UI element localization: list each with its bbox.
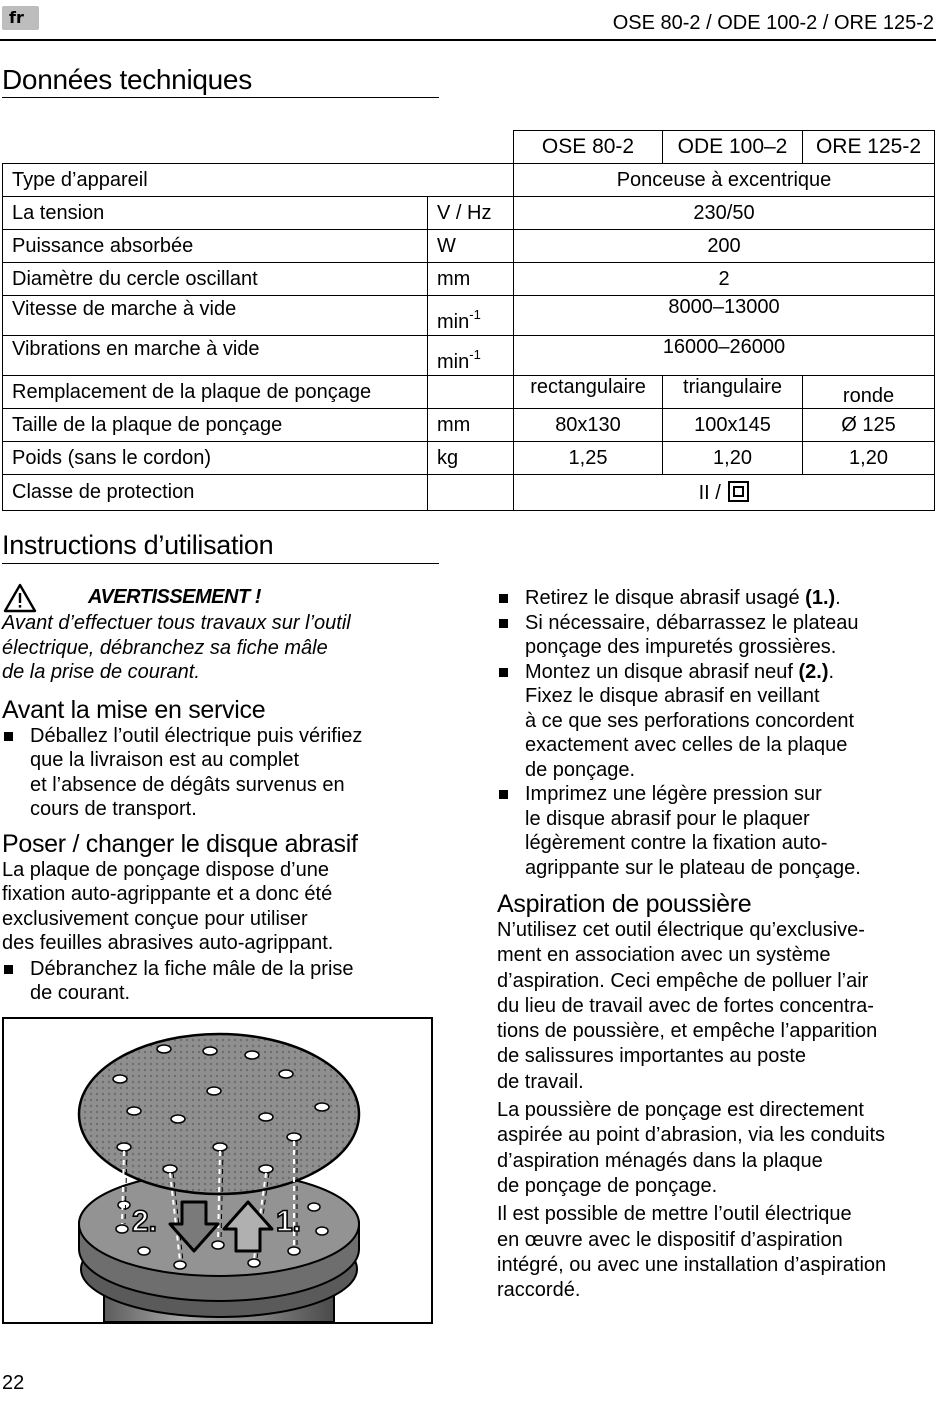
dust-paragraph-3: Il est possible de mettre l’outil électrique en œuvre avec le dispositif d’aspiration intégré, ou avec une installation d’aspiration raccordé.	[497, 1203, 887, 1302]
spec-value: 8000–13000	[514, 296, 935, 336]
spec-label: La tension	[3, 197, 428, 230]
spec-value: 2	[514, 263, 935, 296]
spec-value: 230/50	[514, 197, 935, 230]
disc-change-heading: Poser / changer le disque abrasif	[2, 829, 358, 858]
spec-row-voltage	[3, 197, 935, 230]
step-2-label: 2.	[132, 1205, 158, 1238]
spec-value: rectangulaire	[514, 376, 663, 409]
header-rule	[0, 39, 936, 41]
spec-label: Puissance absorbée	[3, 230, 428, 263]
spec-row-weight	[3, 442, 935, 475]
unit-text: $\min^{-1}$	[437, 347, 481, 373]
warning-triangle-icon	[3, 583, 37, 613]
step-1-label: 1.	[276, 1205, 302, 1238]
spec-row-speed	[3, 296, 935, 336]
spec-row-orbit	[3, 263, 935, 296]
spec-value: 80x130	[514, 409, 663, 442]
dust-paragraph-1: N’utilisez cet outil électrique qu’exclusive- ment en association avec un système d’aspiration. Ceci empêche de polluer l’air du lieu de travail avec de fortes concentra- tions de poussière, et empêche l’apparition de salissures importantes au poste de travail.	[497, 919, 878, 1093]
spec-unit	[428, 164, 514, 197]
spec-row-protection	[3, 475, 935, 511]
remove-disc-bullet: Retirez le disque abrasif usagé (1.).	[497, 586, 937, 611]
tech-title-rule	[2, 97, 439, 98]
unplug-bullet: Débranchez la fiche mâle de la prise de courant.	[2, 957, 442, 1006]
spec-value: ronde	[803, 376, 935, 409]
spec-label: Vitesse de marche à vide	[3, 296, 428, 336]
spec-corner	[3, 131, 428, 164]
clean-plate-bullet: Si nécessaire, débarrassez le plateau ponçage des impuretés grossières.	[497, 611, 937, 660]
mount-disc-bullet: Montez un disque abrasif neuf (2.). Fixez le disque abrasif en veillant à ce que ses perforations concordent exactement avec celles de la plaque de ponçage.	[497, 660, 937, 783]
spec-unit: W	[428, 230, 514, 263]
spec-row-vibration	[3, 336, 935, 376]
sander-drawing	[4, 1019, 431, 1322]
dust-extraction-heading: Aspiration de poussière	[497, 890, 752, 918]
warning-title: AVERTISSEMENT !	[88, 586, 261, 608]
header-model-line: OSE 80-2 / ODE 100-2 / ORE 125-2	[612, 12, 934, 34]
spec-value: Ponceuse à excentrique	[514, 164, 935, 197]
spec-unit: V / Hz	[428, 197, 514, 230]
spec-row-plate-size	[3, 409, 935, 442]
press-disc-bullet: Imprimez une légère pression sur le disque abrasif pour le plaquer légèrement contre la fixation auto- agrippante sur le plateau de ponçage.	[497, 782, 937, 880]
spec-table	[2, 130, 935, 511]
spec-corner-unit	[428, 131, 514, 164]
spec-label: Poids (sans le cordon)	[3, 442, 428, 475]
right-column	[497, 586, 937, 1303]
disc-paragraph: La plaque de ponçage dispose d’une fixation auto-agrippante et a donc été exclusivement conçue pour utiliser des feuilles abrasives auto-agrippant.	[2, 858, 334, 954]
spec-value: 1,25	[514, 442, 663, 475]
unit-text: $\min^{-1}$	[437, 307, 481, 333]
instructions-title: Instructions d’utilisation	[2, 530, 274, 560]
spec-value: 200	[514, 230, 935, 263]
spec-value: Ø 125	[803, 409, 935, 442]
model-header: OSE 80-2	[514, 131, 663, 164]
spec-value: 16000–26000	[514, 336, 935, 376]
page-number: 22	[2, 1372, 25, 1394]
spec-label: Vibrations en marche à vide	[3, 336, 428, 376]
tech-data-title: Données techniques	[2, 64, 252, 95]
spec-row-power	[3, 230, 935, 263]
warning-text: Avant d’effectuer tous travaux sur l’outil électrique, débranchez sa fiche mâle de la prise de courant.	[2, 612, 351, 683]
model-header: ODE 100–2	[663, 131, 803, 164]
before-use-bullet: Déballez l’outil électrique puis vérifiez que la livraison est au complet et l’absence de dégâts survenus en cours de transport.	[2, 724, 442, 822]
sanding-disc-illustration	[2, 1017, 433, 1324]
spec-unit	[428, 336, 514, 376]
instructions-title-rule	[2, 563, 439, 564]
spec-unit	[428, 475, 514, 511]
spec-header-row	[3, 131, 935, 164]
spec-value: 100x145	[663, 409, 803, 442]
spec-label: Taille de la plaque de ponçage	[3, 409, 428, 442]
language-tab: fr	[2, 6, 39, 30]
spec-label: Remplacement de la plaque de ponçage	[3, 376, 428, 409]
protection-class-text: II /	[698, 481, 727, 504]
spec-unit: kg	[428, 442, 514, 475]
dust-paragraph-2: La poussière de ponçage est directement aspirée au point d’abrasion, via les conduits d’aspiration ménagés dans la plaque de ponçage de ponçage.	[497, 1099, 886, 1197]
spec-label: Classe de protection	[3, 475, 428, 511]
protection-class-ii-icon	[728, 481, 749, 502]
left-column	[2, 585, 442, 1006]
spec-unit	[428, 376, 514, 409]
spec-value: triangulaire	[663, 376, 803, 409]
spec-unit: mm	[428, 409, 514, 442]
spec-unit: mm	[428, 263, 514, 296]
spec-unit	[428, 296, 514, 336]
model-header: ORE 125-2	[803, 131, 935, 164]
spec-value: 1,20	[663, 442, 803, 475]
before-use-heading: Avant la mise en service	[2, 695, 266, 724]
spec-row-type	[3, 164, 935, 197]
spec-value: 1,20	[803, 442, 935, 475]
warning-heading	[2, 585, 442, 611]
spec-value	[514, 475, 935, 511]
spec-label: Type d’appareil	[3, 164, 428, 197]
spec-label: Diamètre du cercle oscillant	[3, 263, 428, 296]
spec-row-plate-replacement	[3, 376, 935, 409]
